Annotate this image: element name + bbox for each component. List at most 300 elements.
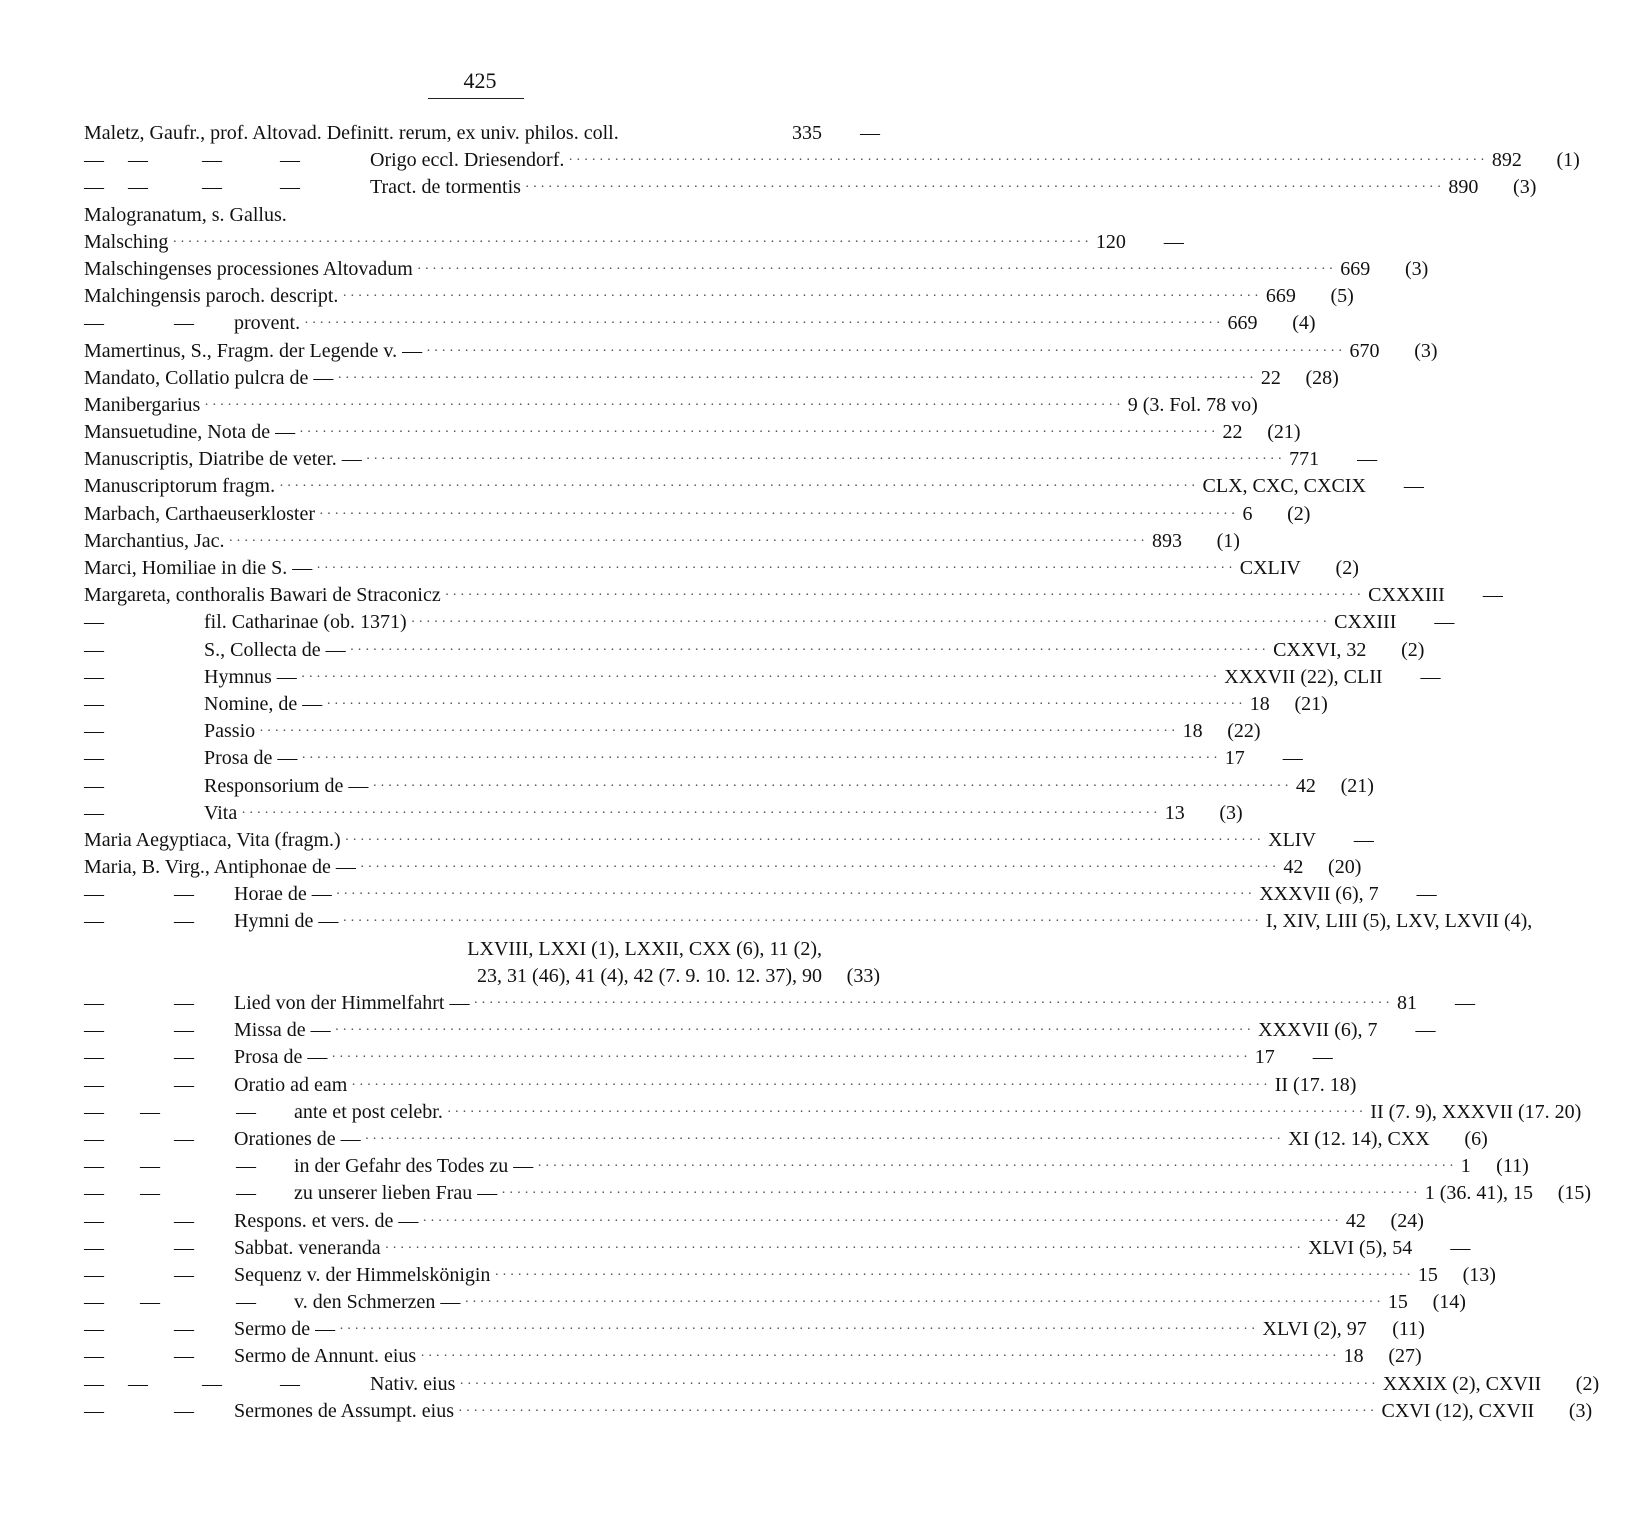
- index-entry: [84, 310, 1316, 337]
- entry-note: —: [1454, 992, 1475, 1014]
- dot-leader: ························································································································: [316, 561, 1236, 576]
- index-entry: [84, 528, 1240, 555]
- dot-leader: ························································································································: [344, 832, 1265, 848]
- ditto-dash: —: [84, 1291, 104, 1314]
- index-entry: [84, 908, 1533, 935]
- ditto-dash: —: [236, 1291, 256, 1314]
- ditto-dash: —: [140, 1100, 160, 1123]
- entry-reference: XLVI (5), 54: [1308, 1236, 1413, 1259]
- ditto-dash: —: [174, 1127, 194, 1150]
- ditto-dash: —: [84, 1209, 104, 1232]
- ditto-dash: —: [140, 1155, 160, 1178]
- index-entry: [84, 1072, 1357, 1099]
- ditto-dash: —: [84, 1073, 104, 1096]
- dot-leader: ························································································································: [365, 452, 1286, 468]
- entry-reference: CXLIV: [1239, 557, 1301, 579]
- dot-leader: ························································································································: [349, 642, 1270, 658]
- ditto-dash: —: [84, 1019, 104, 1042]
- entry-note: (33): [846, 964, 880, 987]
- ditto-dash: —: [174, 1345, 194, 1368]
- index-entry: [84, 202, 880, 229]
- ditto-dash: —: [84, 1345, 104, 1368]
- ditto-dash: —: [280, 149, 300, 172]
- ditto-dash: —: [84, 1236, 104, 1259]
- ditto-dash: —: [84, 638, 104, 661]
- entry-note: [822, 202, 880, 229]
- entry-reference: 18: [1182, 720, 1203, 743]
- entry-reference: 42: [1283, 856, 1304, 879]
- ditto-dashes: [84, 1316, 234, 1343]
- entry-note: (3): [1219, 801, 1243, 824]
- dot-leader: ························································································································: [228, 533, 1148, 549]
- entry-note: (5): [1330, 285, 1354, 308]
- dot-leader: ························································································································: [372, 778, 1292, 794]
- entry-note: (21): [1294, 692, 1328, 715]
- entry-note: (1): [1556, 149, 1580, 172]
- ditto-dashes: [84, 1099, 294, 1126]
- ditto-dashes: [84, 691, 204, 718]
- dot-leader: ························································································································: [444, 588, 1365, 604]
- ditto-dashes: [84, 745, 204, 772]
- entry-reference: 9 (3. Fol. 78 vo): [1127, 393, 1258, 416]
- ditto-dash: —: [140, 1182, 160, 1205]
- ditto-dash: —: [84, 801, 104, 824]
- dot-leader: ························································································································: [304, 316, 1224, 332]
- entry-label: S., Collecta de —: [204, 638, 346, 661]
- ditto-dash: —: [128, 1372, 148, 1395]
- entry-label: Prosa de —: [204, 747, 298, 770]
- entry-reference: CLX, CXC, CXCIX: [1202, 475, 1366, 498]
- dot-leader: ························································································································: [339, 1322, 1259, 1338]
- index-entry-continuation: [84, 936, 880, 963]
- entry-note: (11): [1392, 1318, 1425, 1341]
- ditto-dashes: [84, 718, 204, 745]
- entry-note: —: [1353, 828, 1374, 851]
- entry-note: (20): [1328, 856, 1362, 879]
- entry-note: [1532, 908, 1590, 935]
- ditto-dash: —: [84, 1100, 104, 1123]
- entry-note: (1): [1216, 529, 1240, 552]
- ditto-dashes: [84, 1044, 234, 1071]
- dot-leader: ························································································································: [459, 1376, 1379, 1392]
- index-entry: [84, 827, 1374, 854]
- ditto-dash: —: [84, 720, 104, 743]
- index-entry: [84, 1343, 1422, 1370]
- entry-note: —: [1282, 747, 1303, 770]
- index-entry: [84, 555, 1359, 582]
- index-entry: [84, 501, 1311, 528]
- entry-reference: 1 (36. 41), 15: [1424, 1182, 1534, 1205]
- entry-label: fil. Catharinae (ob. 1371): [204, 611, 407, 634]
- index-entry: [84, 1017, 1436, 1044]
- ditto-dash: —: [84, 1155, 104, 1178]
- entry-label: Hymni de —: [234, 910, 339, 933]
- index-entry: [84, 1208, 1424, 1235]
- entry-reference: I, XIV, LIII (5), LXV, LXVII (4),: [1265, 910, 1533, 933]
- entry-note: [1258, 392, 1316, 419]
- dot-leader: ························································································································: [410, 615, 1331, 631]
- entry-reference: 1: [1460, 1155, 1471, 1178]
- entry-note: (21): [1267, 421, 1301, 444]
- ditto-dashes: [84, 990, 234, 1017]
- entry-reference: 670: [1349, 339, 1380, 362]
- ditto-dashes: [84, 147, 370, 174]
- entry-label: Prosa de —: [234, 1046, 328, 1069]
- index-entry: [84, 1126, 1488, 1153]
- entry-label: Manuscriptis, Diatribe de veter. —: [84, 448, 362, 471]
- entry-note: (3): [1404, 257, 1429, 280]
- entry-note: —: [1420, 665, 1441, 688]
- index-entry: [84, 174, 1537, 201]
- entry-note: (27): [1388, 1345, 1422, 1368]
- ditto-dash: —: [84, 883, 104, 906]
- ditto-dash: —: [140, 1291, 160, 1314]
- dot-leader: ························································································································: [464, 1295, 1384, 1311]
- ditto-dash: —: [128, 149, 148, 172]
- entry-note: (14): [1432, 1291, 1466, 1314]
- entry-label: Horae de —: [234, 883, 332, 906]
- entry-reference: 669: [1340, 257, 1371, 280]
- index-entry: [84, 1316, 1425, 1343]
- dot-leader: ························································································································: [416, 261, 1337, 277]
- entry-label: Origo eccl. Driesendorf.: [370, 149, 565, 172]
- ditto-dash: —: [84, 176, 104, 199]
- ditto-dash: —: [84, 992, 104, 1014]
- ditto-dashes: [84, 1235, 234, 1262]
- dot-leader: ························································································································: [420, 1349, 1340, 1365]
- entry-note: [1581, 1099, 1639, 1126]
- entry-note: [1356, 1072, 1414, 1099]
- ditto-dash: —: [174, 1209, 194, 1232]
- entry-note: (21): [1340, 774, 1374, 797]
- entry-reference: CXXIII: [1334, 611, 1397, 634]
- page-number-rule: [428, 98, 524, 99]
- entry-note: (3): [1414, 339, 1438, 362]
- ditto-dashes: [84, 637, 204, 664]
- index-entry: [84, 800, 1243, 827]
- entry-label: in der Gefahr des Todes zu —: [294, 1155, 534, 1178]
- entry-note: (22): [1227, 720, 1261, 743]
- entry-reference: 771: [1289, 448, 1320, 471]
- dot-leader: ························································································································: [342, 289, 1262, 305]
- entry-reference: 22: [1222, 421, 1243, 444]
- entry-reference: XLIV: [1268, 828, 1316, 851]
- ditto-dash: —: [174, 1236, 194, 1259]
- index-entry: [84, 745, 1303, 772]
- entry-label: Vita: [204, 801, 238, 824]
- index-entry: [84, 147, 1580, 174]
- index-entry: [84, 637, 1425, 664]
- entry-note: —: [1416, 883, 1437, 906]
- entry-reference: II (7. 9), XXXVII (17. 20): [1370, 1100, 1582, 1123]
- ditto-dash: —: [84, 1182, 104, 1205]
- entry-label: Malsching: [84, 230, 169, 253]
- index-entry: [84, 854, 1362, 881]
- entry-note: —: [1415, 1019, 1436, 1042]
- ditto-dashes: [84, 609, 204, 636]
- entry-note: (6): [1464, 1127, 1488, 1150]
- entry-note: (2): [1575, 1372, 1600, 1395]
- entry-label: Tract. de tormentis: [370, 176, 521, 199]
- ditto-dash: —: [84, 1318, 104, 1341]
- dot-leader: ························································································································: [241, 805, 1161, 821]
- dot-leader: ························································································································: [494, 1267, 1414, 1283]
- dot-leader: ························································································································: [299, 425, 1219, 441]
- index-entry: [84, 446, 1378, 473]
- index-entry: [84, 392, 1258, 419]
- entry-label: v. den Schmerzen —: [294, 1291, 461, 1314]
- entry-note: (15): [1557, 1182, 1592, 1205]
- ditto-dash: —: [84, 1399, 104, 1422]
- entry-note: (3): [1513, 176, 1537, 199]
- dot-leader: ························································································································: [446, 1104, 1367, 1120]
- entry-note: —: [1482, 584, 1503, 607]
- entry-label: Missa de —: [234, 1019, 331, 1042]
- index-entry: [84, 773, 1374, 800]
- entry-label: Lied von der Himmelfahrt —: [234, 992, 470, 1014]
- dot-leader: ························································································································: [384, 1240, 1305, 1256]
- ditto-dashes: [84, 1398, 234, 1425]
- ditto-dash: —: [174, 1399, 194, 1422]
- ditto-dash: —: [174, 910, 194, 933]
- ditto-dash: —: [84, 665, 104, 688]
- ditto-dashes: [84, 174, 370, 201]
- ditto-dash: —: [202, 149, 222, 172]
- index-entry: [84, 609, 1455, 636]
- dot-leader: ························································································································: [300, 669, 1221, 685]
- entry-note: (11): [1496, 1155, 1529, 1178]
- entry-note: —: [1312, 1046, 1333, 1069]
- dot-leader: ························································································································: [319, 506, 1239, 522]
- dot-leader: ························································································································: [473, 996, 1393, 1011]
- index-entry: [84, 1099, 1582, 1126]
- entry-reference: 15: [1417, 1263, 1438, 1286]
- index-entry-continuation: [84, 963, 880, 990]
- dot-leader: ························································································································: [279, 479, 1199, 495]
- dot-leader: ························································································································: [337, 370, 1257, 386]
- ditto-dashes: [84, 1371, 370, 1398]
- dot-leader: ························································································································: [335, 887, 1256, 903]
- index-entry: [84, 1262, 1496, 1289]
- entry-note: —: [1163, 230, 1184, 253]
- entry-reference: CXXVI, 32: [1273, 638, 1367, 661]
- ditto-dashes: [84, 1153, 294, 1180]
- index-entry: [84, 1398, 1593, 1425]
- ditto-dash: —: [174, 883, 194, 906]
- ditto-dashes: [84, 908, 234, 935]
- entry-reference: 892: [1491, 149, 1522, 172]
- ditto-dash: —: [84, 1263, 104, 1286]
- index-entry: [84, 881, 1437, 908]
- dot-leader: ························································································································: [458, 1403, 1378, 1419]
- entry-label: Sequenz v. der Himmelskönigin: [234, 1263, 491, 1286]
- ditto-dashes: [84, 1126, 234, 1153]
- entry-reference: XXXVII (6), 7: [1259, 883, 1379, 906]
- dot-leader: ························································································································: [426, 343, 1346, 359]
- entry-label: Marchantius, Jac.: [84, 529, 225, 552]
- entry-label: Maletz, Gaufr., prof. Altovad. Definitt. rerum, ex univ. philos. coll.: [84, 122, 619, 144]
- entry-note: —: [1357, 448, 1378, 471]
- entry-reference: 42: [1345, 1209, 1366, 1232]
- index-entry: [84, 582, 1503, 609]
- ditto-dash: —: [84, 312, 104, 335]
- entry-reference: XI (12. 14), CXX: [1288, 1127, 1430, 1150]
- index-entry: [84, 990, 1475, 1017]
- entry-note: [822, 936, 880, 963]
- entry-reference: XLVI (2), 97: [1262, 1318, 1367, 1341]
- entry-label: Mandato, Collatio pulcra de —: [84, 366, 334, 389]
- dot-leader: [619, 120, 792, 147]
- ditto-dash: —: [174, 1046, 194, 1069]
- dot-leader: [287, 202, 822, 229]
- entry-label: Nativ. eius: [370, 1372, 456, 1395]
- index-entry: [84, 229, 1184, 256]
- entry-label: Manuscriptorum fragm.: [84, 475, 276, 498]
- entry-label: Mansuetudine, Nota de —: [84, 421, 296, 444]
- entry-reference: 22: [1260, 366, 1281, 389]
- ditto-dash: —: [84, 692, 104, 715]
- ditto-dash: —: [84, 149, 104, 172]
- ditto-dash: —: [236, 1100, 256, 1123]
- index-entry: [84, 256, 1429, 283]
- entry-reference: 335: [792, 122, 822, 144]
- entry-note: —: [860, 122, 880, 144]
- entry-label: ante et post celebr.: [294, 1100, 443, 1123]
- entry-label: Marbach, Carthaeuserkloster: [84, 502, 316, 525]
- entry-label: Mamertinus, S., Fragm. der Legende v. —: [84, 339, 423, 362]
- entry-label: Respons. et vers. de —: [234, 1209, 419, 1232]
- index-entries: [84, 120, 1600, 1425]
- dot-leader: ························································································································: [364, 1131, 1285, 1147]
- ditto-dashes: [84, 881, 234, 908]
- index-entry: [84, 718, 1261, 745]
- ditto-dash: —: [174, 1318, 194, 1341]
- entry-label: Sabbat. veneranda: [234, 1236, 381, 1259]
- dot-leader: ························································································································: [334, 1023, 1255, 1039]
- entry-reference: XXXIX (2), CXVII: [1382, 1372, 1542, 1395]
- ditto-dash: —: [202, 176, 222, 199]
- entry-reference: 120: [1095, 230, 1126, 253]
- entry-label: Malchingensis paroch. descript.: [84, 285, 339, 308]
- ditto-dash: —: [280, 176, 300, 199]
- ditto-dashes: [84, 1289, 294, 1316]
- entry-reference: 890: [1448, 176, 1479, 199]
- ditto-dashes: [84, 800, 204, 827]
- dot-leader: ························································································································: [359, 860, 1280, 876]
- ditto-dashes: [84, 1072, 234, 1099]
- entry-label: Maria, B. Virg., Antiphonae de —: [84, 856, 356, 879]
- entry-reference: 42: [1295, 774, 1316, 797]
- entry-label: Sermones de Assumpt. eius: [234, 1399, 454, 1422]
- entry-note: (2): [1335, 557, 1359, 579]
- ditto-dash: —: [280, 1372, 300, 1395]
- dot-leader: ························································································································: [204, 397, 1124, 413]
- entry-reference: 18: [1249, 692, 1270, 715]
- entry-note: —: [1403, 475, 1424, 498]
- dot-leader: ························································································································: [259, 724, 1179, 740]
- entry-note: (13): [1462, 1263, 1496, 1286]
- ditto-dash: —: [84, 1046, 104, 1069]
- entry-reference: 13: [1164, 801, 1185, 824]
- entry-label: Passio: [204, 720, 256, 743]
- entry-label: Oratio ad eam: [234, 1073, 348, 1096]
- dot-leader: ························································································································: [351, 1077, 1271, 1093]
- entry-reference: 17: [1224, 747, 1245, 770]
- entry-reference: 81: [1396, 992, 1417, 1014]
- page-number: 425: [463, 68, 497, 93]
- ditto-dashes: [84, 773, 204, 800]
- entry-note: (28): [1305, 366, 1339, 389]
- ditto-dash: —: [202, 1372, 222, 1395]
- entry-note: (24): [1390, 1209, 1424, 1232]
- entry-label: Malogranatum, s. Gallus.: [84, 203, 287, 226]
- entry-label: Sermo de Annunt. eius: [234, 1345, 417, 1368]
- index-entry: [84, 1235, 1471, 1262]
- dot-leader: ························································································································: [422, 1213, 1342, 1229]
- entry-reference: XXXVII (6), 7: [1258, 1019, 1378, 1042]
- ditto-dash: —: [84, 1127, 104, 1150]
- ditto-dash: —: [84, 1372, 104, 1395]
- ditto-dash: —: [84, 747, 104, 770]
- entry-reference: LXVIII, LXXI (1), LXXII, CXX (6), 11 (2),: [467, 937, 822, 960]
- ditto-dashes: [84, 664, 204, 691]
- ditto-dash: —: [236, 1155, 256, 1178]
- ditto-dashes: [84, 1343, 234, 1370]
- dot-leader: ························································································································: [301, 751, 1221, 767]
- entry-reference: 18: [1343, 1345, 1364, 1368]
- dot-leader: ························································································································: [172, 234, 1092, 250]
- entry-label: Marci, Homiliae in die S. —: [84, 557, 313, 579]
- entry-note: (3): [1568, 1399, 1593, 1422]
- index-entry: [84, 419, 1301, 446]
- entry-reference: 669: [1265, 285, 1296, 308]
- index-entry: [84, 1180, 1592, 1207]
- entry-label: Manibergarius: [84, 393, 201, 416]
- ditto-dash: —: [84, 774, 104, 797]
- entry-note: (2): [1287, 502, 1311, 525]
- ditto-dash: —: [174, 992, 194, 1014]
- entry-note: —: [1434, 611, 1455, 634]
- ditto-dash: —: [174, 1263, 194, 1286]
- ditto-dash: —: [84, 910, 104, 933]
- dot-leader: ························································································································: [326, 696, 1246, 712]
- index-entry: [84, 365, 1339, 392]
- ditto-dashes: [84, 1262, 234, 1289]
- entry-label: zu unserer lieben Frau —: [294, 1182, 498, 1205]
- ditto-dash: —: [84, 611, 104, 634]
- index-entry: [84, 283, 1354, 310]
- index-entry: [84, 338, 1438, 365]
- entry-reference: 669: [1227, 312, 1258, 335]
- index-entry: [84, 1371, 1600, 1398]
- entry-reference: CXVI (12), CXVII: [1381, 1399, 1535, 1422]
- dot-leader: ························································································································: [331, 1050, 1251, 1066]
- entry-label: Malschingenses processiones Altovadum: [84, 257, 413, 280]
- index-entry: [84, 120, 880, 147]
- ditto-dashes: [84, 1017, 234, 1044]
- entry-note: (4): [1292, 312, 1316, 335]
- dot-leader: ························································································································: [524, 180, 1445, 196]
- index-entry: [84, 1289, 1466, 1316]
- ditto-dashes: [84, 310, 234, 337]
- dot-leader: ························································································································: [537, 1159, 1457, 1175]
- index-entry: [84, 664, 1441, 691]
- entry-label: Sermo de —: [234, 1318, 336, 1341]
- entry-label: Hymnus —: [204, 665, 297, 688]
- entry-reference: CXXXIII: [1368, 584, 1445, 607]
- ditto-dash: —: [174, 312, 194, 335]
- entry-label: Responsorium de —: [204, 774, 369, 797]
